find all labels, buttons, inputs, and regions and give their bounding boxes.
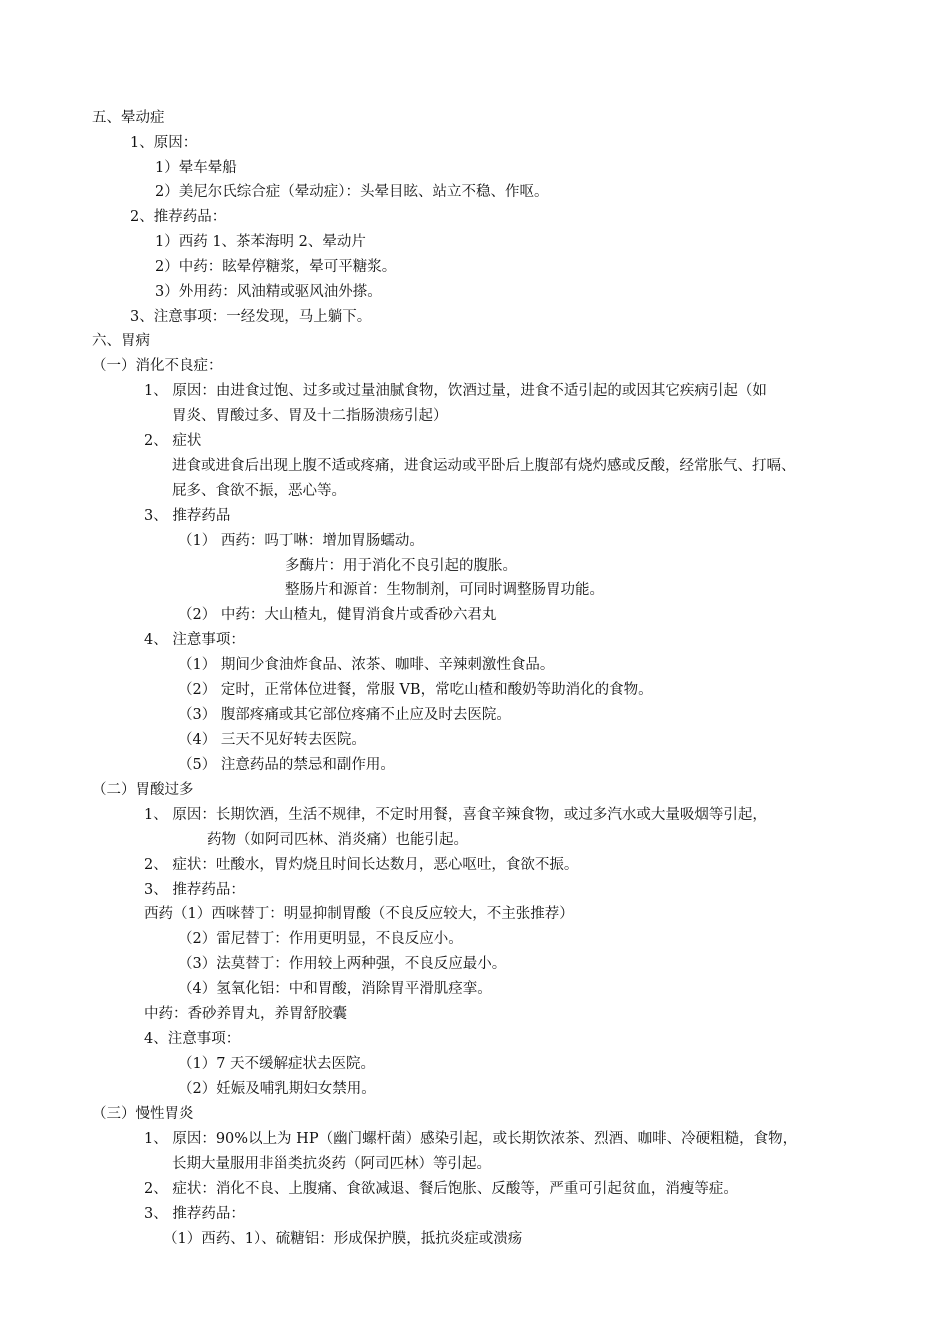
text-line: 1、 原因：90%以上为 HP（幽门螺杆菌）感染引起，或长期饮浓茶、烈酒、咖啡、冷硬粗糙，食物， (144, 1131, 798, 1147)
text-line: （三）慢性胃炎 (92, 1106, 194, 1122)
text-line: （5） 注意药品的禁忌和副作用。 (178, 757, 395, 773)
text-line: 2）美尼尔氏综合症（晕动症）：头晕目眩、站立不稳、作呕。 (155, 184, 549, 200)
text-line: 3、 推荐药品 (144, 508, 231, 524)
text-line: （1）7 天不缓解症状去医院。 (178, 1056, 376, 1072)
text-line: 多酶片：用于消化不良引起的腹胀。 (285, 558, 517, 574)
text-line: （4）氢氧化铝：中和胃酸，消除胃平滑肌痉挛。 (178, 981, 492, 997)
text-line: 3、注意事项：一经发现，马上躺下。 (130, 309, 372, 325)
text-line: 3、 推荐药品： (144, 1206, 245, 1222)
text-line: （1） 期间少食油炸食品、浓茶、咖啡、辛辣刺激性食品。 (178, 657, 555, 673)
text-line: 六、胃病 (92, 333, 150, 349)
text-line: （3） 腹部疼痛或其它部位疼痛不止应及时去医院。 (178, 707, 511, 723)
text-line: 2、 症状：吐酸水，胃灼烧且时间长达数月，恶心呕吐，食欲不振。 (144, 857, 579, 873)
text-line: （2）雷尼替丁：作用更明显，不良反应小。 (178, 931, 463, 947)
text-line: 西药（1）西咪替丁：明显抑制胃酸（不良反应较大，不主张推荐） (144, 906, 574, 922)
text-line: 屁多、食欲不振，恶心等。 (172, 483, 346, 499)
text-line: 药物（如阿司匹林、消炎痛）也能引起。 (207, 832, 468, 848)
text-line: 长期大量服用非甾类抗炎药（阿司匹林）等引起。 (172, 1156, 491, 1172)
text-line: （3）法莫替丁：作用较上两种强，不良反应最小。 (178, 956, 507, 972)
text-line: 1、 原因：长期饮酒，生活不规律，不定时用餐，喜食辛辣食物，或过多汽水或大量吸烟等引起， (144, 807, 767, 823)
text-line: 3）外用药：风油精或驱风油外搽。 (155, 284, 382, 300)
text-line: 2、 症状：消化不良、上腹痛、食欲减退、餐后饱胀、反酸等，严重可引起贫血，消瘦等症。 (144, 1181, 738, 1197)
text-line: 整肠片和源首：生物制剂，可同时调整肠胃功能。 (285, 582, 604, 598)
text-line: 4、 注意事项： (144, 632, 245, 648)
text-line: 胃炎、胃酸过多、胃及十二指肠溃疡引起） (172, 408, 448, 424)
text-line: 2）中药：眩晕停糖浆，晕可平糖浆。 (155, 259, 397, 275)
text-line: 3、 推荐药品： (144, 882, 245, 898)
text-line: 2、推荐药品： (130, 209, 227, 225)
text-line: 1、原因： (130, 135, 198, 151)
text-line: 1、 原因：由进食过饱、过多或过量油腻食物，饮酒过量，进食不适引起的或因其它疾病引起（如 (144, 383, 767, 399)
text-line: （1） 西药：吗丁啉：增加胃肠蠕动。 (178, 533, 424, 549)
text-line: 1）西药 1、茶苯海明 2、晕动片 (155, 234, 366, 250)
text-line: （2）妊娠及哺乳期妇女禁用。 (178, 1081, 376, 1097)
text-line: 4、注意事项： (144, 1031, 241, 1047)
text-line: （4） 三天不见好转去医院。 (178, 732, 366, 748)
text-line: 1）晕车晕船 (155, 160, 237, 176)
text-line: （二）胃酸过多 (92, 782, 194, 798)
text-line: （2） 中药：大山楂丸，健胃消食片或香砂六君丸 (178, 607, 497, 623)
text-line: 进食或进食后出现上腹不适或疼痛，进食运动或平卧后上腹部有烧灼感或反酸，经常胀气、打嗝、 (172, 458, 796, 474)
text-line: （1）西药、1）、硫糖铝：形成保护膜，抵抗炎症或溃疡 (163, 1231, 523, 1247)
text-line: （2） 定时，正常体位进餐，常服 VB，常吃山楂和酸奶等助消化的食物。 (178, 682, 653, 698)
text-line: 五、晕动症 (92, 110, 165, 126)
text-line: （一）消化不良症： (92, 358, 223, 374)
text-line: 2、 症状 (144, 433, 202, 449)
text-line: 中药：香砂养胃丸，养胃舒胶囊 (144, 1006, 347, 1022)
